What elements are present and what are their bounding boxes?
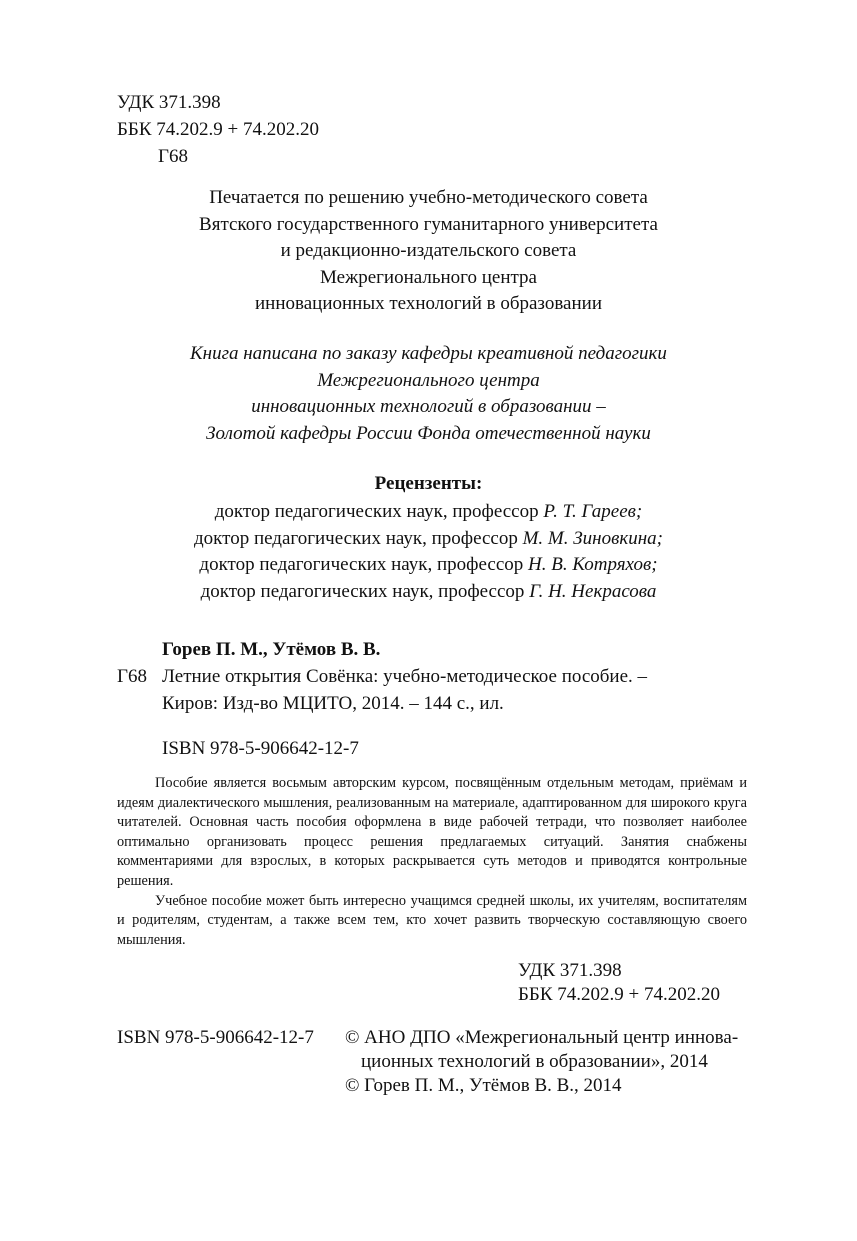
reviewer-line xyxy=(0,579,857,606)
reviewer-name: Г. Н. Некрасова xyxy=(529,580,657,602)
bib-title-line: Летние открытия Совёнка: учебно-методическое пособие. – xyxy=(162,666,648,687)
reviewer-role: доктор педагогических наук, профессор xyxy=(199,554,529,575)
publication-note-line: Межрегионального центра xyxy=(320,266,537,288)
bib-isbn: ISBN 978-5-906642-12-7 xyxy=(162,738,359,759)
author-mark: Г68 xyxy=(158,146,188,167)
copyright-line: ционных технологий в образовании», 2014 xyxy=(361,1051,708,1072)
footer-bbk: ББК 74.202.9 + 74.202.20 xyxy=(518,984,720,1005)
reviewer-role: доктор педагогических наук, профессор xyxy=(194,527,523,549)
reviewer-role: доктор педагогических наук, профессор xyxy=(214,501,544,522)
reviewer-role: доктор педагогических наук, профессор xyxy=(200,580,530,602)
commission-note-line: Книга написана по заказу кафедры креативной педагогики xyxy=(190,343,667,364)
annotation xyxy=(117,774,747,950)
copyright-line: © Горев П. М., Утёмов В. В., 2014 xyxy=(345,1075,622,1096)
reviewer-line xyxy=(0,552,857,579)
reviewers-title: Рецензенты: xyxy=(374,473,483,494)
copyright-line: © АНО ДПО «Межрегиональный центр иннова- xyxy=(345,1027,739,1048)
reviewer-line xyxy=(0,499,857,526)
commission-note-line: Межрегионального центра xyxy=(317,369,540,391)
reviewers-list xyxy=(0,499,857,605)
publication-note-line: инновационных технологий в образовании xyxy=(255,293,602,314)
reviewer-line xyxy=(0,526,857,553)
reviewer-name: М. М. Зиновкина; xyxy=(522,527,663,549)
commission-note-line: Золотой кафедры России Фонда отечественной науки xyxy=(206,422,651,444)
publication-note-line: и редакционно-издательского совета xyxy=(280,240,577,261)
copyright-isbn: ISBN 978-5-906642-12-7 xyxy=(117,1027,314,1048)
bib-publisher-line: Киров: Изд-во МЦИТО, 2014. – 144 с., ил. xyxy=(162,693,504,714)
publication-note-line: Вятского государственного гуманитарного университета xyxy=(199,213,658,235)
footer-udk: УДК 371.398 xyxy=(518,960,622,981)
bbk-code: ББК 74.202.9 + 74.202.20 xyxy=(117,119,319,140)
reviewer-name: Р. Т. Гареев; xyxy=(543,501,643,522)
publication-note xyxy=(0,185,857,318)
bib-mark: Г68 xyxy=(117,666,147,687)
commission-note xyxy=(0,341,857,447)
bib-authors: Горев П. М., Утёмов В. В. xyxy=(162,639,381,660)
udk-code: УДК 371.398 xyxy=(117,92,221,113)
publication-note-line: Печатается по решению учебно-методического совета xyxy=(209,187,648,208)
reviewer-name: Н. В. Котряхов; xyxy=(528,554,658,575)
commission-note-line: инновационных технологий в образовании – xyxy=(251,396,606,417)
annotation-paragraph: Учебное пособие может быть интересно учащимся средней школы, их учителям, воспитателям и родителям, студентам, а также всем тем, кто хочет развить творческую составляющую своего мышления. xyxy=(117,892,747,948)
annotation-paragraph: Пособие является восьмым авторским курсом, посвящённым отдельным методам, приёмам и идеям диалектического мышления, реализованным на материале, адаптированном для широкого круга читателей. Основная часть пособия оформлена в виде рабочей тетради, что позволяет наиболее оптимально организовать процесс решения предлагаемых ситуаций. Занятия снабжены комментариями для взрослых, в которых раскрывается суть методов и приводятся контрольные решения. xyxy=(117,775,747,889)
